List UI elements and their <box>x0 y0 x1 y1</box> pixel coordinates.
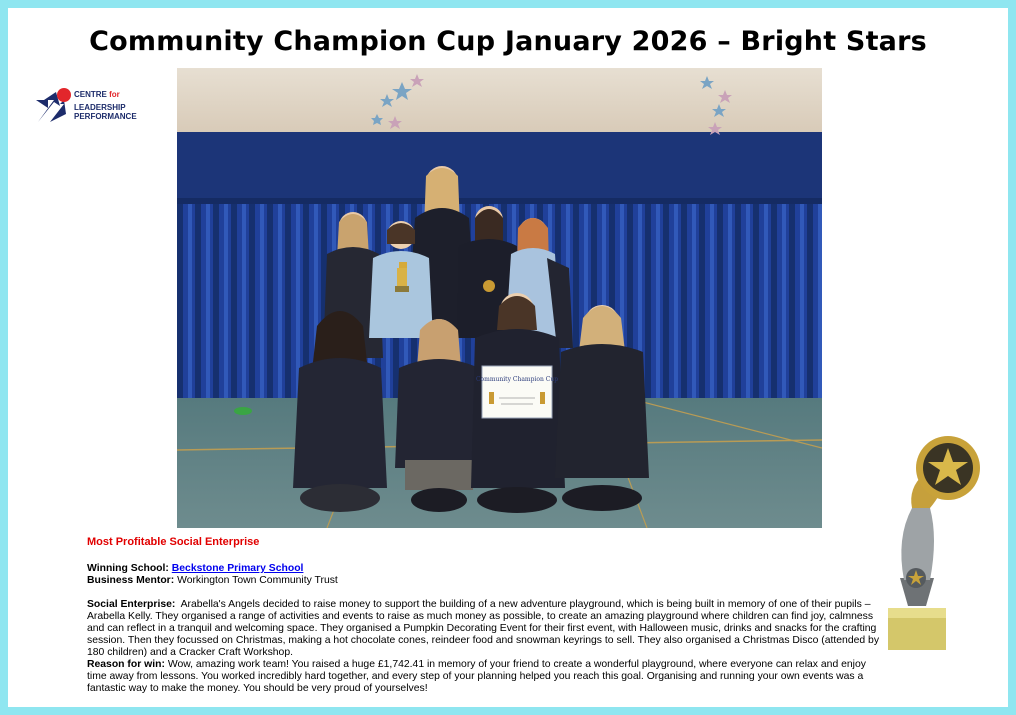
award-details <box>87 536 887 695</box>
winning-school-label: Winning School: <box>87 563 169 574</box>
logo-line2: LEADERSHIP <box>74 102 126 112</box>
reason-label: Reason for win: <box>87 659 165 670</box>
social-enterprise-paragraph <box>87 599 887 659</box>
logo-line1-b: for <box>109 90 120 99</box>
reason-paragraph <box>87 659 887 695</box>
social-enterprise-text: Arabella's Angels decided to raise money to support the building of a new adventure playground, which is being built in memory of one of their pupils – Arabella Kelly. They organised a range of activities and events to raise as much money as possible, to create an amazing playground where children can find joy, calmness and can reflect in a tranquil and welcoming space. They organised a Pumpkin Decorating Event for their first event, with Halloween music, drinks and snacks for the crafting session. Then they focussed on Christmas, making a hot chocolate cones, reindeer food and snowman keyrings to sell. They also organised a Christmas Disco (attended by 180 children) and a Cracker Craft Workshop. <box>87 599 880 658</box>
page-title: Community Champion Cup January 2026 – Bright Stars <box>89 26 927 57</box>
centre-for-leadership-performance-logo <box>34 86 144 126</box>
reason-text: Wow, amazing work team! You raised a huge £1,742.41 in memory of your friend to create a wonderful playground, where everyone can relax and enjoy time away from lessons. You worked incredibly hard together, and every step of your planning helped you reach this goal. Organising and running your own events was a fantastic way to make the money. You should be very proud of yourselves! <box>87 659 866 694</box>
team-photo <box>177 68 822 528</box>
award-category: Most Profitable Social Enterprise <box>87 536 260 548</box>
social-enterprise-label: Social Enterprise: <box>87 599 176 610</box>
winning-school-line <box>87 563 887 575</box>
mentor-value: Workington Town Community Trust <box>177 575 338 586</box>
logo-line3: PERFORMANCE <box>74 112 137 121</box>
winning-school-link[interactable]: Beckstone Primary School <box>171 563 304 574</box>
mentor-label: Business Mentor: <box>87 575 175 586</box>
logo-line1-a: CENTRE <box>74 90 110 99</box>
trophy-image <box>878 428 988 658</box>
certificate-title: Community Champion Cup <box>475 376 559 383</box>
logo-text <box>74 90 137 122</box>
logo-arrow-icon <box>34 86 74 126</box>
mentor-line <box>87 575 887 587</box>
certificate <box>476 366 558 418</box>
page <box>8 8 1008 707</box>
